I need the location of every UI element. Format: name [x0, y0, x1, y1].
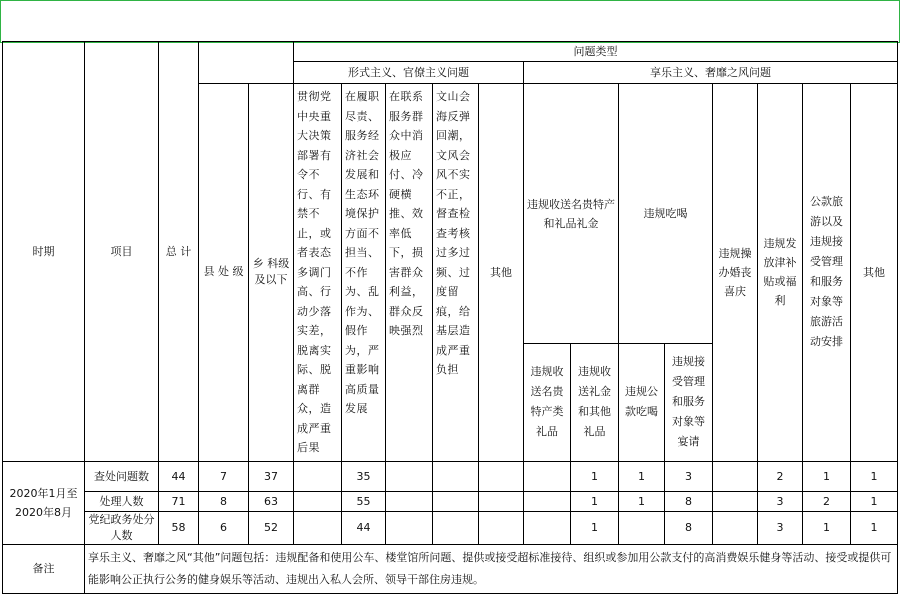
banquet-header: 违规接受管理和服务对象等宴请 — [665, 344, 713, 461]
cell-f1 — [294, 461, 342, 491]
table-row — [3, 491, 898, 511]
cell-f4 — [433, 461, 479, 491]
gift-money-header: 违规收送礼金和其他礼品 — [571, 344, 619, 461]
table-row — [3, 461, 898, 491]
cell-county: 8 — [199, 491, 249, 511]
cell-f1 — [294, 511, 342, 544]
subsidy-header: 违规发放津补贴或福利 — [758, 84, 803, 462]
cell-wedding — [713, 491, 758, 511]
gift-specialty-header: 违规收送名贵特产类礼品 — [524, 344, 571, 461]
cell-f2: 44 — [342, 511, 386, 544]
cell-h-other: 1 — [851, 511, 898, 544]
cell-total: 58 — [159, 511, 199, 544]
cell-county: 6 — [199, 511, 249, 544]
cell-township: 37 — [249, 461, 294, 491]
cell-eat-a — [619, 511, 665, 544]
cell-f3 — [386, 491, 433, 511]
formalism-col-4: 文山会海反弹回潮，文风会风不实不正，督查检查考核过多过频、过度留痕，给基层造成严重负担 — [433, 84, 479, 462]
cell-subsidy: 3 — [758, 491, 803, 511]
cell-gift-b: 1 — [571, 511, 619, 544]
row-label: 党纪政务处分人数 — [85, 511, 159, 544]
cell-h-other: 1 — [851, 491, 898, 511]
formalism-col-1: 贯彻党中央重大决策部署有令不行、有禁不止，或者表态多调门高、行动少落实差，脱离实际、脱离群众，造成严重后果 — [294, 84, 342, 462]
item-header: 项目 — [85, 42, 159, 462]
cell-township: 52 — [249, 511, 294, 544]
gift-header: 违规收送名贵特产和礼品礼金 — [524, 84, 619, 344]
cell-f2: 55 — [342, 491, 386, 511]
formalism-col-other: 其他 — [479, 84, 524, 462]
cell-travel: 2 — [803, 491, 851, 511]
cell-subsidy: 2 — [758, 461, 803, 491]
wedding-header: 违规操办婚丧喜庆 — [713, 84, 758, 462]
cell-f-other — [479, 491, 524, 511]
cell-wedding — [713, 511, 758, 544]
cell-h-other: 1 — [851, 461, 898, 491]
cell-travel: 1 — [803, 461, 851, 491]
hedonism-other-header: 其他 — [851, 84, 898, 462]
cell-gift-a — [524, 511, 571, 544]
period-cell: 2020年1月至2020年8月 — [3, 461, 85, 544]
formalism-col-2: 在履职尽责、服务经济社会发展和生态环境保护方面不担当、不作为、乱作为、假作为，严重影响高质量发展 — [342, 84, 386, 462]
cell-total: 44 — [159, 461, 199, 491]
formalism-header: 形式主义、官僚主义问题 — [294, 62, 524, 84]
cell-gift-b: 1 — [571, 461, 619, 491]
statistics-table — [2, 41, 898, 594]
cell-eat-a: 1 — [619, 491, 665, 511]
township-level-header: 乡 科级及以下 — [249, 84, 294, 462]
row-label: 查处问题数 — [85, 461, 159, 491]
cell-f4 — [433, 491, 479, 511]
cell-f-other — [479, 511, 524, 544]
total-header: 总 计 — [159, 42, 199, 462]
public-dining-header: 违规公款吃喝 — [619, 344, 665, 461]
travel-header: 公款旅游以及违规接受管理和服务对象等旅游活动安排 — [803, 84, 851, 462]
problem-type-header: 问题类型 — [294, 42, 898, 62]
eating-header: 违规吃喝 — [619, 84, 713, 344]
cell-eat-a: 1 — [619, 461, 665, 491]
cell-f4 — [433, 511, 479, 544]
cell-f3 — [386, 461, 433, 491]
cell-f3 — [386, 511, 433, 544]
note-label: 备注 — [3, 544, 85, 593]
cell-f1 — [294, 491, 342, 511]
note-text: 享乐主义、奢靡之风“其他”问题包括：违规配备和使用公车、楼堂馆所问题、提供或接受超标准接待、组织或参加用公款支付的高消费娱乐健身等活动、接受或提供可能影响公正执行公务的健身娱乐等活动、违规出入私人会所、领导干部住房违规。 — [85, 544, 898, 593]
period-header: 时期 — [3, 42, 85, 462]
cell-eat-b: 8 — [665, 491, 713, 511]
cell-eat-b: 3 — [665, 461, 713, 491]
cell-f-other — [479, 461, 524, 491]
cell-f2: 35 — [342, 461, 386, 491]
cell-township: 63 — [249, 491, 294, 511]
cell-gift-a — [524, 491, 571, 511]
row-label: 处理人数 — [85, 491, 159, 511]
hedonism-header: 享乐主义、奢靡之风问题 — [524, 62, 898, 84]
cell-wedding — [713, 461, 758, 491]
table-row — [3, 511, 898, 544]
cell-travel: 1 — [803, 511, 851, 544]
cell-gift-a — [524, 461, 571, 491]
formalism-col-3: 在联系服务群众中消极应付、冷硬横推、效率低下，损害群众利益，群众反映强烈 — [386, 84, 433, 462]
county-level-header: 县 处 级 — [199, 84, 249, 462]
cell-gift-b: 1 — [571, 491, 619, 511]
cell-total: 71 — [159, 491, 199, 511]
cell-county: 7 — [199, 461, 249, 491]
cell-subsidy: 3 — [758, 511, 803, 544]
cell-eat-b: 8 — [665, 511, 713, 544]
empty-header-cell — [199, 42, 294, 84]
top-bar — [0, 0, 900, 43]
